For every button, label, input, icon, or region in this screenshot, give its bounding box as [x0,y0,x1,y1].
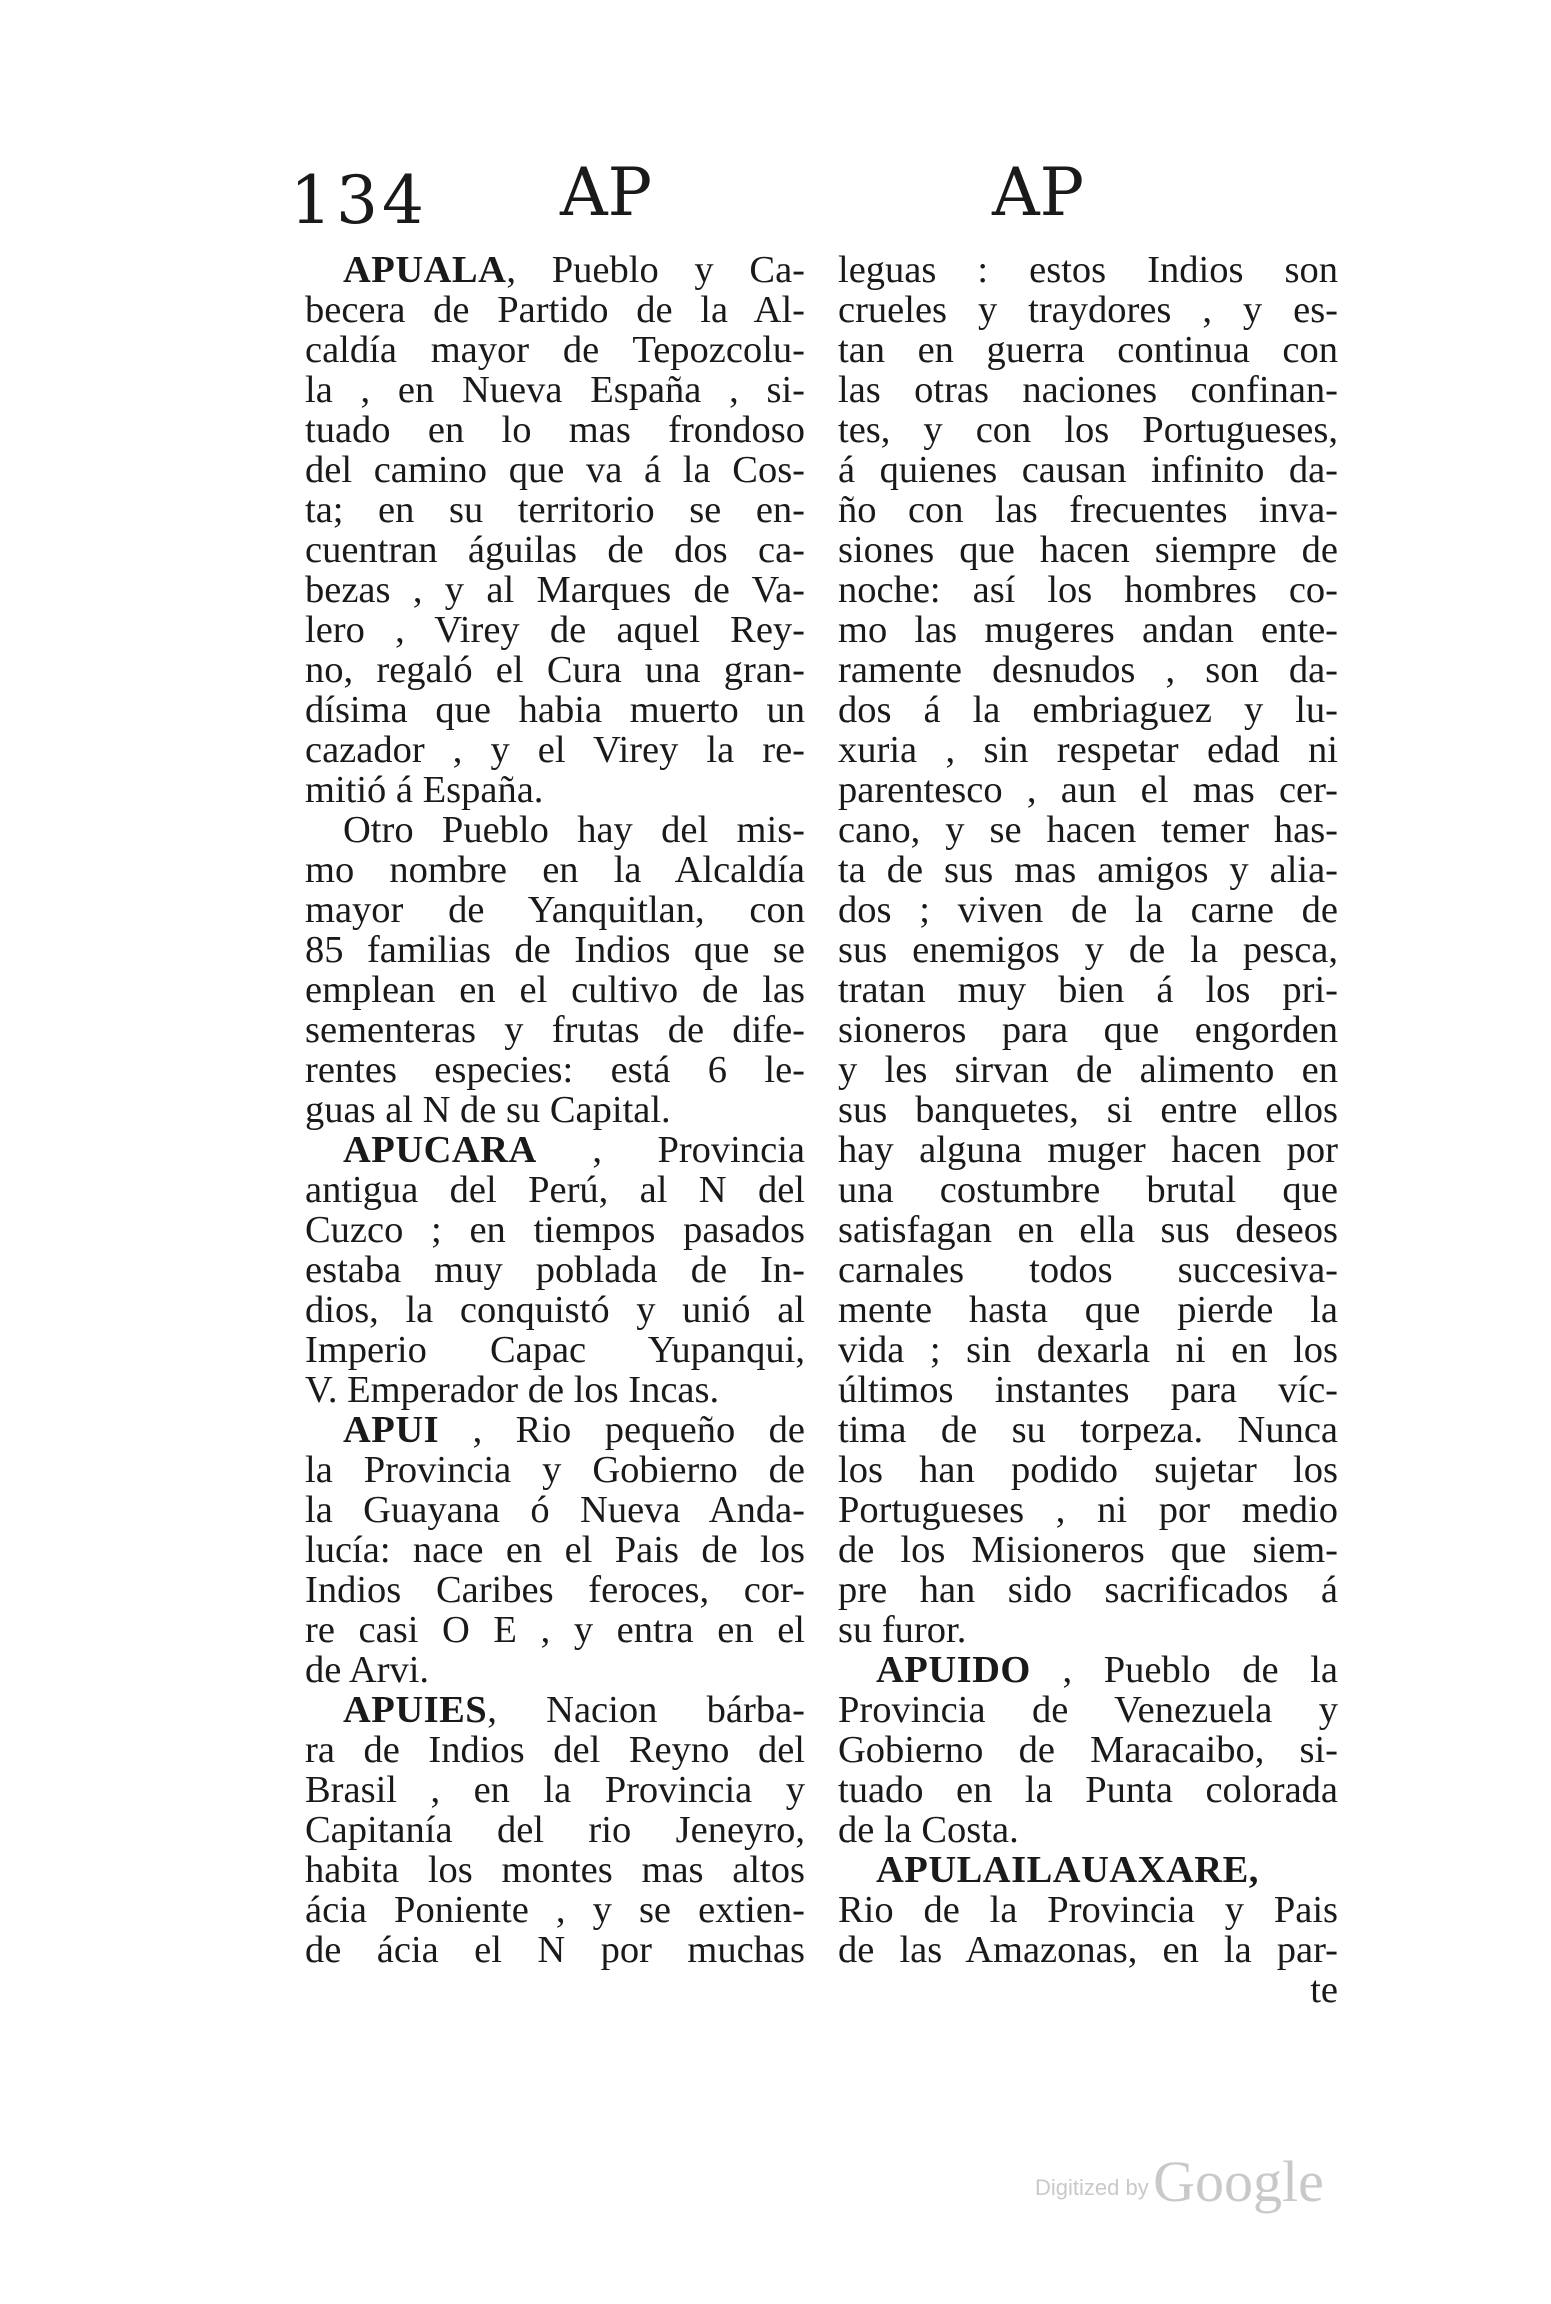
text-line [838,1970,1338,2010]
line-text: Imperio Capac Yupanqui, [305,1329,805,1371]
text-line [838,730,1338,770]
text-line [838,1170,1338,1210]
text-line [838,1850,1338,1890]
line-text: , Pueblo de la [1030,1649,1338,1691]
entry-headword: APUCARA [343,1129,537,1171]
entry-headword: APUIES [343,1689,488,1731]
line-text: de la Costa. [838,1809,1019,1851]
text-line [838,1810,1338,1850]
line-text: del camino que va á la Cos- [305,449,805,491]
line-text: carnales todos succesiva- [838,1249,1338,1291]
text-line [838,850,1338,890]
line-text: no, regaló el Cura una gran- [305,649,805,691]
line-text: , Provincia [536,1129,805,1171]
text-line [838,490,1338,530]
text-line [838,570,1338,610]
left-text-column [305,250,805,1970]
text-line [305,1890,805,1930]
line-text: ra de Indios del Reyno del [305,1729,805,1771]
line-text: la , en Nueva España , si- [305,369,805,411]
line-text: las otras naciones confinan- [838,369,1338,411]
line-text: Gobierno de Maracaibo, si- [838,1729,1338,1771]
line-text: 85 familias de Indios que se [305,929,805,971]
text-line [838,1210,1338,1250]
entry-headword: APULAILAUAXARE, [876,1849,1259,1891]
text-line [305,1370,805,1410]
line-text: , Rio pequeño de [439,1409,805,1451]
line-text: dísima que habia muerto un [305,689,805,731]
page-number: 134 [290,162,428,239]
line-text: dos á la embriaguez y lu- [838,689,1338,731]
line-text: sus enemigos y de la pesca, [838,929,1338,971]
line-text: cano, y se hacen temer has- [838,809,1338,851]
text-line [838,330,1338,370]
text-line [838,1490,1338,1530]
text-line [305,1570,805,1610]
text-line [305,1850,805,1890]
text-line [838,290,1338,330]
text-line [305,410,805,450]
text-line [838,250,1338,290]
text-line [305,530,805,570]
line-text: sioneros para que engorden [838,1009,1338,1051]
text-line [305,570,805,610]
line-text: bezas , y al Marques de Va- [305,569,805,611]
line-text: becera de Partido de la Al- [305,289,805,331]
line-text: , Pueblo y Ca- [506,249,805,291]
text-line [305,1450,805,1490]
entry-headword: APUI [343,1409,440,1451]
digitized-watermark [1035,2148,1324,2215]
line-text: tratan muy bien á los pri- [838,969,1338,1011]
line-text: tima de su torpeza. Nunca [838,1409,1338,1451]
text-line [838,530,1338,570]
text-line [838,810,1338,850]
text-line [305,1170,805,1210]
line-text: su furor. [838,1609,967,1651]
right-text-column [838,250,1338,2010]
line-text: Rio de la Provincia y Pais [838,1889,1338,1931]
line-text: á quienes causan infinito da- [838,449,1338,491]
text-line [838,1250,1338,1290]
line-text: Cuzco ; en tiempos pasados [305,1209,805,1251]
line-text: de las Amazonas, en la par- [838,1929,1338,1971]
text-line [305,1090,805,1130]
text-line [305,850,805,890]
watermark-small-text: Digitized by [1035,2175,1149,2200]
text-line [305,770,805,810]
line-text: leguas : estos Indios son [838,249,1338,291]
line-text: mo nombre en la Alcaldía [305,849,805,891]
text-line [305,1050,805,1090]
entry-headword: APUALA [343,249,507,291]
text-line [838,770,1338,810]
line-text: xuria , sin respetar edad ni [838,729,1338,771]
text-line [305,810,805,850]
text-line [838,930,1338,970]
text-line [838,1050,1338,1090]
text-line [305,1490,805,1530]
line-text: lero , Virey de aquel Rey- [305,609,805,651]
line-text: parentesco , aun el mas cer- [838,769,1338,811]
line-text: crueles y traydores , y es- [838,289,1338,331]
text-line [305,370,805,410]
line-text: hay alguna muger hacen por [838,1129,1338,1171]
line-text: guas al N de su Capital. [305,1089,671,1131]
line-text: tan en guerra continua con [838,329,1338,371]
text-line [305,1690,805,1730]
text-line [305,730,805,770]
text-line [305,970,805,1010]
line-text: Brasil , en la Provincia y [305,1769,805,1811]
text-line [838,690,1338,730]
line-text: estaba muy poblada de In- [305,1249,805,1291]
text-line [838,650,1338,690]
line-text: ramente desnudos , son da- [838,649,1338,691]
line-text: Indios Caribes feroces, cor- [305,1569,805,1611]
text-line [305,890,805,930]
text-line [305,490,805,530]
text-line [838,1290,1338,1330]
text-line [305,1770,805,1810]
text-line [838,1010,1338,1050]
text-line [305,1730,805,1770]
line-text: , Nacion bárba- [487,1689,805,1731]
line-text: Portugueses , ni por medio [838,1489,1338,1531]
text-line [838,370,1338,410]
line-text: rentes especies: está 6 le- [305,1049,805,1091]
line-text: emplean en el cultivo de las [305,969,805,1011]
line-text: cazador , y el Virey la re- [305,729,805,771]
text-line [838,1450,1338,1490]
text-line [305,1330,805,1370]
line-text: habita los montes mas altos [305,1849,805,1891]
line-text: ácia Poniente , y se extien- [305,1889,805,1931]
text-line [838,1890,1338,1930]
text-line [838,410,1338,450]
running-head-right: AP [992,154,1085,231]
line-text: noche: así los hombres co- [838,569,1338,611]
line-text: de los Misioneros que siem- [838,1529,1338,1571]
line-text: la Guayana ó Nueva Anda- [305,1489,805,1531]
text-line [305,1610,805,1650]
text-line [305,690,805,730]
text-line [305,1810,805,1850]
text-line [838,1930,1338,1970]
text-line [305,1410,805,1450]
text-line [305,1530,805,1570]
line-text: vida ; sin dexarla ni en los [838,1329,1338,1371]
text-line [838,1530,1338,1570]
line-text: de Arvi. [305,1649,430,1691]
watermark-logo-text: Google [1153,2149,1324,2214]
line-text: V. Emperador de los Incas. [305,1369,720,1411]
text-line [838,890,1338,930]
line-text: los han podido sujetar los [838,1449,1338,1491]
line-text: pre han sido sacrificados á [838,1569,1338,1611]
text-line [305,610,805,650]
running-head-left: AP [560,154,653,231]
line-text: antigua del Perú, al N del [305,1169,805,1211]
text-line [838,1090,1338,1130]
line-text: dos ; viven de la carne de [838,889,1338,931]
line-text: satisfagan en ella sus deseos [838,1209,1338,1251]
entry-headword: APUIDO [876,1649,1031,1691]
line-text: te [1310,1969,1338,2011]
line-text: Capitanía del rio Jeneyro, [305,1809,805,1851]
line-text: tes, y con los Portugueses, [838,409,1338,451]
line-text: mitió á España. [305,769,544,811]
text-line [305,330,805,370]
text-line [838,1130,1338,1170]
text-line [838,1770,1338,1810]
line-text: dios, la conquistó y unió al [305,1289,805,1331]
line-text: sementeras y frutas de dife- [305,1009,805,1051]
text-line [838,1570,1338,1610]
line-text: re casi O E , y entra en el [305,1609,805,1651]
line-text: sus banquetes, si entre ellos [838,1089,1338,1131]
line-text: ta de sus mas amigos y alia- [838,849,1338,891]
text-line [305,1010,805,1050]
line-text: mo las mugeres andan ente- [838,609,1338,651]
line-text: cuentran águilas de dos ca- [305,529,805,571]
text-line [305,450,805,490]
text-line [305,1930,805,1970]
line-text: la Provincia y Gobierno de [305,1449,805,1491]
text-line [838,1410,1338,1450]
line-text: lucía: nace en el Pais de los [305,1529,805,1571]
text-line [305,290,805,330]
line-text: tuado en la Punta colorada [838,1769,1338,1811]
line-text: mente hasta que pierde la [838,1289,1338,1331]
text-line [305,930,805,970]
line-text: siones que hacen siempre de [838,529,1338,571]
line-text: y les sirvan de alimento en [838,1049,1338,1091]
text-line [305,1130,805,1170]
text-line [838,1610,1338,1650]
text-line [305,650,805,690]
text-line [305,1210,805,1250]
line-text: mayor de Yanquitlan, con [305,889,805,931]
line-text: una costumbre brutal que [838,1169,1338,1211]
text-line [838,610,1338,650]
text-line [838,1690,1338,1730]
line-text: últimos instantes para víc- [838,1369,1338,1411]
line-text: de ácia el N por muchas [305,1929,805,1971]
line-text: tuado en lo mas frondoso [305,409,805,451]
line-text: ño con las frecuentes inva- [838,489,1338,531]
text-line [305,250,805,290]
text-line [305,1650,805,1690]
line-text: Provincia de Venezuela y [838,1689,1338,1731]
line-text: caldía mayor de Tepozcolu- [305,329,805,371]
text-line [838,970,1338,1010]
text-line [838,1370,1338,1410]
text-line [838,450,1338,490]
text-line [305,1250,805,1290]
text-line [838,1650,1338,1690]
text-line [305,1290,805,1330]
line-text: ta; en su territorio se en- [305,489,805,531]
text-line [838,1730,1338,1770]
text-line [838,1330,1338,1370]
line-text: Otro Pueblo hay del mis- [343,809,805,851]
